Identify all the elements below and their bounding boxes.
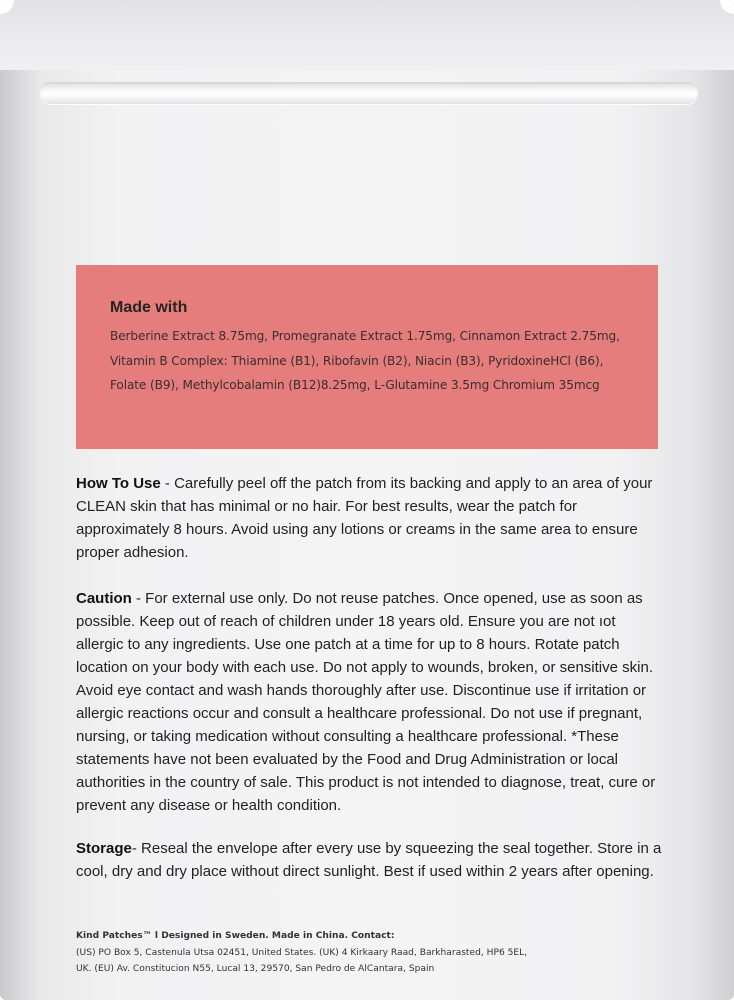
company-footer [76,928,676,978]
ingredients-title: Made with [110,299,188,316]
storage-section [76,837,666,883]
footer-address-line: (US) PO Box 5, Castenula Utsa 02451, United States. (UK) 4 Kirkaary Raad, Barkharasted, HP6 5EL, [76,947,528,958]
how-to-use-section [76,472,666,564]
storage-heading: Storage [76,840,132,857]
how-to-use-heading: How To Use [76,475,161,492]
ingredients-panel [76,265,658,449]
footer-address-line: UK. (EU) Av. Constitucion N55, Lucal 13, 29570, San Pedro de AlCantara, Spain [76,964,435,974]
how-to-use-text: - Carefully peel off the patch from its backing and apply to an area of your CLEAN skin that has minimal or no hair. For best results, wear the patch for approximately 8 hours. Avoid using any lotions or creams in the same area to ensure proper adhesion. [76,475,653,561]
footer-brand-line: Kind Patches™ l Designed in Sweden. Made in China. Contact: [76,931,395,941]
storage-text: - Reseal the envelope after every use by squeezing the seal together. Store in a cool, dry and dry place without direct sunlight. Best if used within 2 years after opening. [76,840,662,880]
zipper-seal[interactable] [40,82,698,104]
ingredients-list: Berberine Extract 8.75mg, Promegranate Extract 1.75mg, Cinnamon Extract 2.75mg, Vitamin B Complex: Thiamine (B1), Ribofavin (B2), Niacin (B3), PyridoxineHCl (B6), Folate (B9), Methylcobalamin (B12)8.25mg, L-Glutamine 3.5mg Chromium 35mcg [110,329,620,392]
caution-section [76,587,666,817]
caution-heading: Caution [76,590,132,607]
caution-text: - For external use only. Do not reuse patches. Once opened, use as soon as possible. Keep out of reach of children under 18 years old. Ensure you are not ıot allergic to any ingredients. Use one patch at a time for up to 8 hours. Rotate patch location on your body with each use. Do not apply to wounds, broken, or sensitive skin. Avoid eye contact and wash hands thoroughly after use. Discontinue use if irritation or allergic reactions occur and consult a healthcare professional. Do not use if pregnant, nursing, or taking medication without consulting a healthcare professional. *These statements have not been evaluated by the Food and Drug Administration or local authorities in the country of sale. This product is not intended to diagnose, treat, cure or prevent any disease or health condition. [76,590,656,814]
top-seal [0,0,734,70]
